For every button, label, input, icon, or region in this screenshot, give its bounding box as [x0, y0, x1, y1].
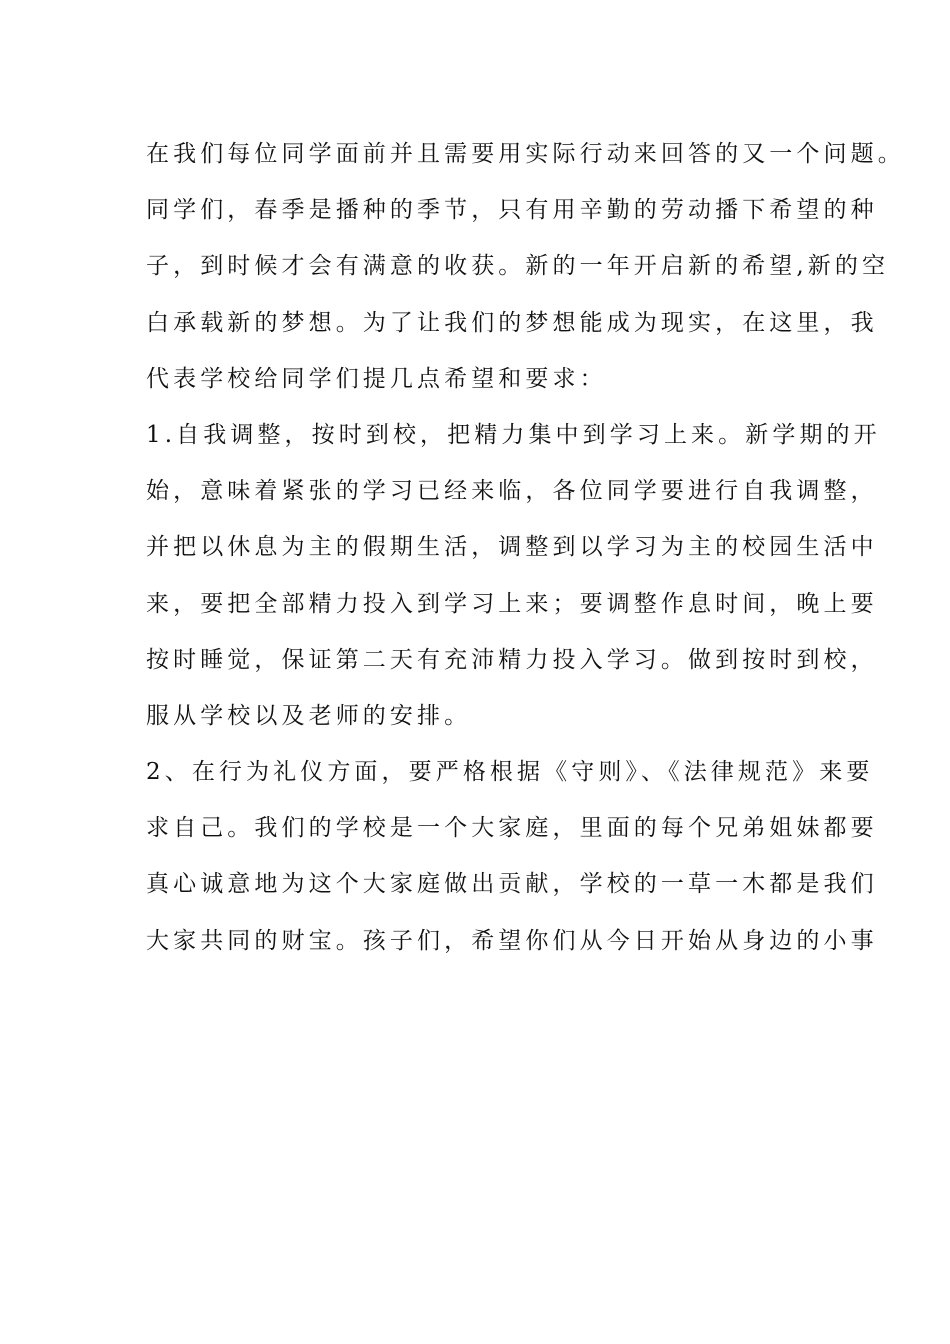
text-line: 大家共同的财宝。孩子们，希望你们从今日开始从身边的小事 [146, 927, 878, 954]
text-line: 真心诚意地为这个大家庭做出贡献，学校的一草一木都是我们 [146, 871, 878, 898]
text-line: 在我们每位同学面前并且需要用实际行动来回答的又一个问题。 [146, 141, 905, 167]
text-line: 白承载新的梦想。为了让我们的梦想能成为现实，在这里，我 [146, 309, 878, 336]
text-line: 同学们，春季是播种的季节，只有用辛勤的劳动播下希望的种 [146, 197, 878, 224]
body-text [146, 126, 905, 969]
text-line: 1.自我调整，按时到校，把精力集中到学习上来。新学期的开 [146, 421, 881, 448]
text-line: 求自己。我们的学校是一个大家庭，里面的每个兄弟姐妹都要 [146, 815, 878, 842]
text-line: 服从学校以及老师的安排。 [146, 702, 472, 729]
text-line: 始，意味着紧张的学习已经来临，各位同学要进行自我调整， [146, 478, 878, 505]
text-line: 代表学校给同学们提几点希望和要求： [146, 365, 607, 392]
text-line: 并把以休息为主的假期生活，调整到以学习为主的校园生活中 [146, 534, 878, 561]
text-line: 来，要把全部精力投入到学习上来；要调整作息时间，晚上要 [146, 590, 878, 617]
text-line: 子，到时候才会有满意的收获。新的一年开启新的希望,新的空 [146, 253, 890, 280]
text-line: 2、在行为礼仪方面，要严格根据《守则》、《法律规范》来要 [146, 759, 874, 786]
text-line: 按时睡觉，保证第二天有充沛精力投入学习。做到按时到校， [146, 646, 878, 673]
